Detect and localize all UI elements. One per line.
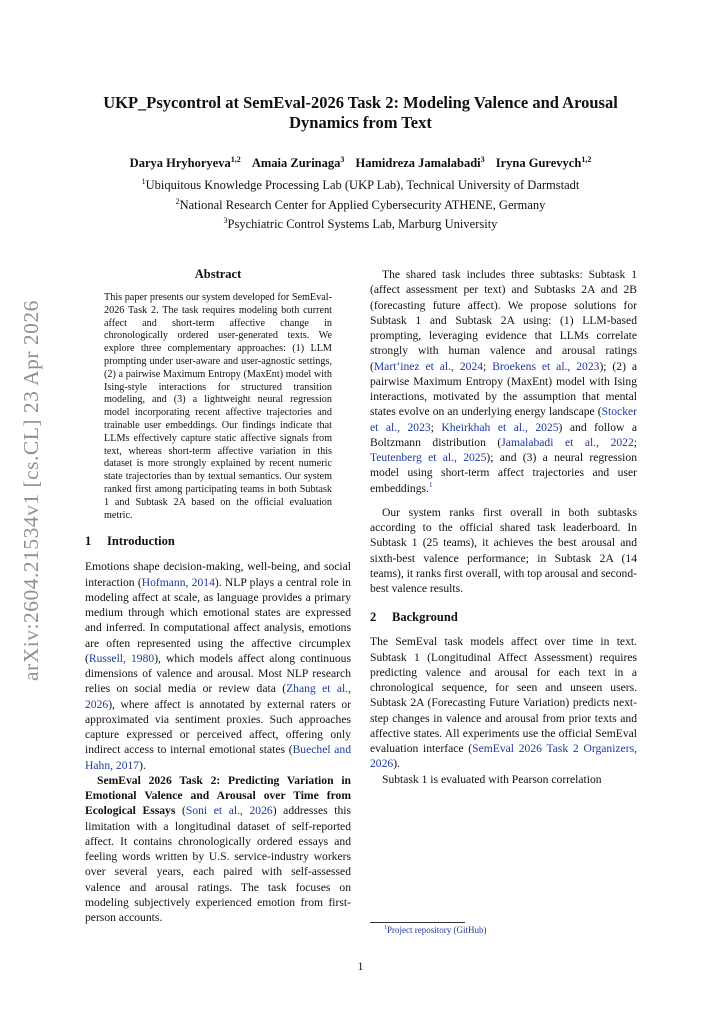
author: Amaia Zurinaga$^3$ bbox=[251, 155, 345, 171]
left-column bbox=[85, 267, 351, 925]
page-number: 1 bbox=[357, 961, 364, 973]
citation-link[interactable]: Stocker et al., 2023 bbox=[370, 405, 637, 434]
title-line-1: UKP_Psycontrol at SemEval-2026 Task 2: Modeling Valence and Arousal bbox=[103, 93, 618, 112]
citation-link[interactable]: Mart’inez et al., 2024 bbox=[373, 359, 484, 373]
paper-title bbox=[60, 93, 661, 133]
affiliations bbox=[60, 174, 661, 233]
affiliation: $^2$National Research Center for Applied Cybersecurity ATHENE, Germany bbox=[175, 196, 546, 212]
citation-link[interactable]: Jamalabadi et al., 2022 bbox=[501, 435, 634, 449]
citation-link[interactable]: Broekens et al., 2023 bbox=[492, 359, 600, 373]
background-paragraph: Subtask 1 is evaluated with Pearson correlation bbox=[382, 772, 602, 786]
arxiv-id: arXiv:2604.21534v1 [cs.CL] 23 Apr 2026 bbox=[18, 299, 43, 681]
citation-link[interactable]: Teutenberg et al., 2025 bbox=[370, 451, 487, 464]
citation-link[interactable]: Hofmann, 2014 bbox=[141, 575, 215, 589]
intro-paragraph: Emotions shape decision-making, well-being, and social interaction (Hofmann, 2014). NLP plays a central role in modeling affect at scale, as language provides a primary medium through which emotional states are expressed and inferred. In computational affect analysis, emotions are often represented using the affective circumplex (Russell, 1980), which models affect along continuous dimensions of valence and arousal. Most NLP research relies on social media or review data (Zhang et al., 2026), where affect is annotated by external raters or approximated via sentiment proxies. Such approaches capture expressed or perceived affect, offering only indirect access to internal emotional states (Buechel and Hahn, 2017). bbox=[85, 560, 351, 772]
footnote[interactable]: $^1$Project repository (GitHub) bbox=[384, 925, 487, 935]
author: Hamidreza Jamalabadi$^3$ bbox=[355, 155, 485, 171]
author-list bbox=[60, 155, 661, 171]
background-paragraph: The SemEval task models affect over time in text. Subtask 1 (Longitudinal Affect Assessment) requires predicting valence and arousal for each text in a chronological sequence, for seen and unseen users. Subtask 2A (Forecasting Future Variation) predicts next-step changes in valence and arousal from prior texts and affective states. All experiments use the official SemEval evaluation interface (SemEval 2026 Task 2 Organizers, 2026). bbox=[370, 635, 638, 771]
title-line-2: Dynamics from Text bbox=[289, 113, 432, 132]
citation-link[interactable]: Buechel and Hahn, 2017 bbox=[85, 743, 351, 772]
citation-link[interactable]: Russell, 1980 bbox=[88, 651, 155, 665]
author: Darya Hryhoryeva$^{1,2}$ bbox=[129, 155, 241, 171]
right-column bbox=[370, 267, 637, 787]
affiliation: $^1$Ubiquitous Knowledge Processing Lab (UKP Lab), Technical University of Darmstadt bbox=[141, 177, 580, 193]
footnote-link[interactable]: Project repository (GitHub) bbox=[387, 925, 487, 935]
abstract-heading: Abstract bbox=[194, 267, 242, 281]
footnote-divider bbox=[370, 922, 465, 923]
author: Iryna Gurevych$^{1,2}$ bbox=[495, 155, 592, 171]
abstract-text: This paper presents our system developed for SemEval-2026 Task 2. The task requires modeling both current affect and short-term affective change in chronologically ordered user-generated texts. We explore three complementary approaches: (1) LLM prompting under user-aware and user-agnostic settings, (2) a pairwise Maximum Entropy (MaxEnt) model with Ising-style interactions for structured transition modeling, and (3) a lightweight neural regression model incorporating recent affective trajectories and trainable user embeddings. Our findings indicate that LLMs effectively capture static affective signals from text, whereas short-term affective variation in this dataset is more strongly explained by recent numeric state trajectories than by textual semantics. Our system ranked first among participating teams in both Subtask 1 and Subtask 2A based on the official evaluation metric. bbox=[104, 292, 332, 521]
section-heading-background: 2 Background bbox=[370, 610, 458, 625]
citation-link[interactable]: SemEval 2026 Task 2 Organizers, 2026 bbox=[370, 742, 638, 771]
intro-paragraph: SemEval 2026 Task 2: Predicting Variation in Emotional Valence and Arousal over Time from Ecological Essays (Soni et al., 2026) addresses this limitation with a longitudinal dataset of self-reported affect. It contains chronologically ordered essays and feeling words written by U.S. service-industry workers over several years, each paired with self-assessed valence and arousal ratings. The task focuses on modeling subjectively experienced emotion from first-person accounts. bbox=[85, 773, 351, 925]
affiliation: $^3$Psychiatric Control Systems Lab, Marburg University bbox=[223, 216, 498, 232]
intro-paragraph: The shared task includes three subtasks: Subtask 1 (affect assessment per text) and Subtasks 2A and 2B (forecasting future affect). We propose solutions for Subtask 1 and Subtask 2A using: (1) LLM-based prompting, leveraging evidence that LLMs correlate strongly with human valence and arousal ratings (Mart’inez et al., 2024; Broekens et al., 2023); (2) a pairwise Maximum Entropy (MaxEnt) model with Ising interactions, motivated by the assumption that mental states evolve on an underlying energy landscape (Stocker et al., 2023; Kheirkhah et al., 2025) and follow a Boltzmann distribution (Jamalabadi et al., 2022; Teutenberg et al., 2025); and (3) a neural regression model using short-term affect trajectories and user embeddings.$^1$ bbox=[370, 268, 638, 495]
citation-link[interactable]: Zhang et al., 2026 bbox=[85, 682, 351, 711]
section-heading-introduction: 1 Introduction bbox=[85, 534, 175, 549]
arxiv-stamp bbox=[2, 300, 60, 680]
citation-link[interactable]: Soni et al., 2026 bbox=[185, 804, 273, 818]
citation-link[interactable]: Kheirkhah et al., 2025 bbox=[441, 420, 559, 434]
footnote-marker[interactable]: 1 bbox=[428, 480, 433, 489]
intro-paragraph: Our system ranks first overall in both subtasks according to the official shared task leaderboard. In Subtask 1 (25 teams), it achieves the best arousal and sixth-best valence performance; in Subtask 2A (14 teams), it ranks first overall, with top arousal and second-best valence results. bbox=[370, 505, 637, 595]
